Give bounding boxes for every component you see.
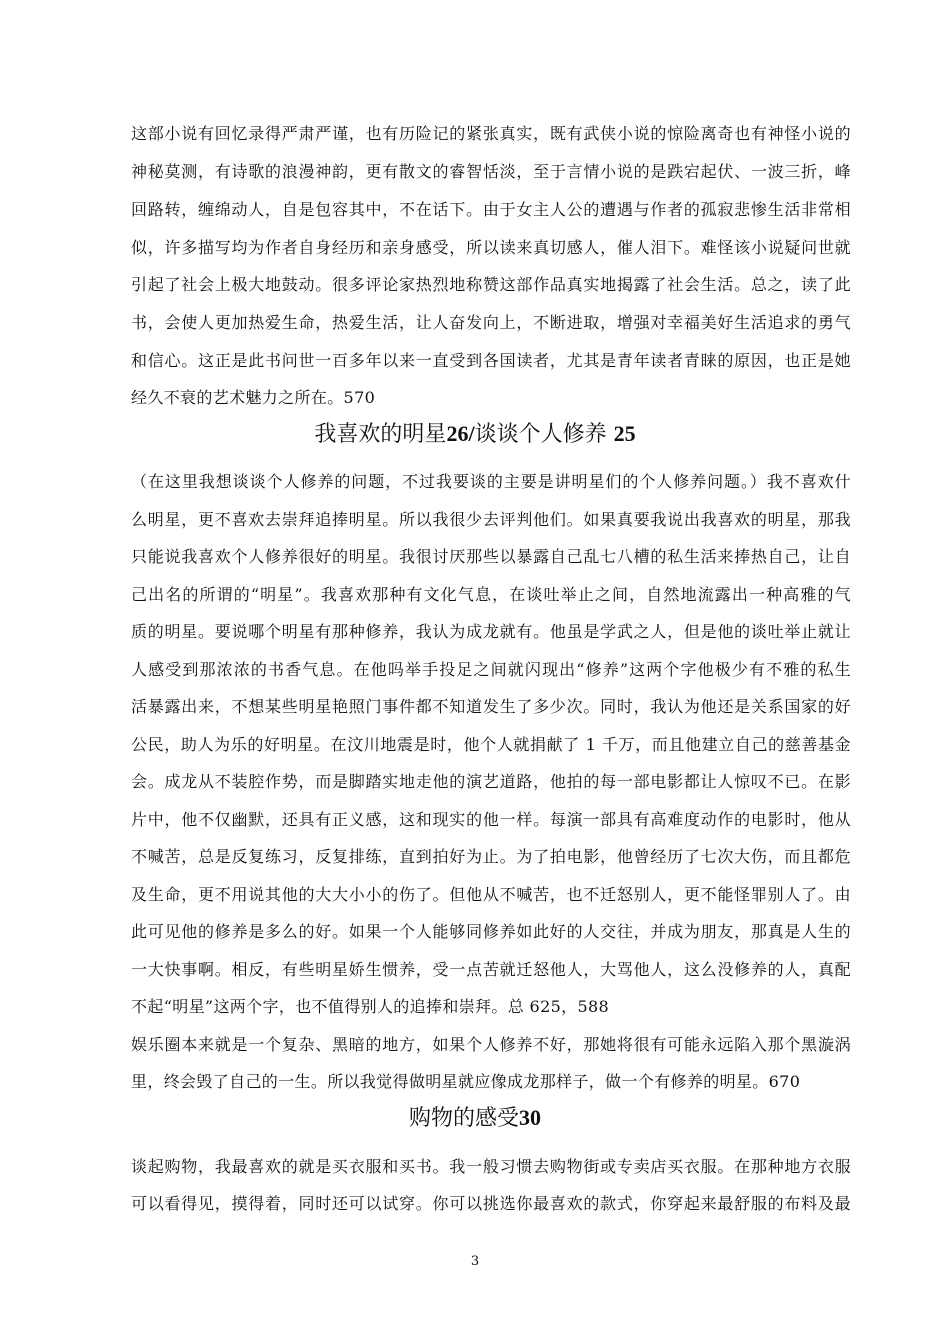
text-line: 谈起购物，我最喜欢的就是买衣服和买书。我一般习惯去购物街或专卖店买衣服。在那种地方衣服 [131,1157,851,1176]
text-line: 似，许多描写均为作者自身经历和亲身感受，所以读来真切感人，催人泪下。难怪该小说疑问世就 [131,238,851,257]
heading-text: 购物的感受 [408,1106,519,1131]
text-line: 里，终会毁了自己的一生。所以我觉得做明星就应像成龙那样子，做一个有修养的明星。670 [131,1072,801,1091]
text-line: （在这里我想谈谈个人修养的问题，不过我要谈的主要是讲明星们的个人修养问题。）我不喜欢什 [131,472,851,491]
text-line: 质的明星。要说哪个明星有那种修养，我认为成龙就有。他虽是学武之人，但是他的谈吐举止就让 [131,622,851,641]
text-line: 及生命，更不用说其他的大大小小的伤了。但他从不喊苦，也不迁怒别人，更不能怪罪别人了。由 [131,885,851,904]
heading-text: 谈谈个人修养 [474,422,607,447]
text-line: 片中，他不仅幽默，还具有正义感，这和现实的他一样。每演一部具有高难度动作的电影时，他从 [131,810,851,829]
section-heading-shopping [0,1104,950,1133]
text-line: 和信心。这正是此书问世一百多年以来一直受到各国读者，尤其是青年读者青睐的原因，也正是她 [131,351,851,370]
text-line: 神秘莫测，有诗歌的浪漫神韵，更有散文的睿智恬淡，至于言情小说的是跌宕起伏、一波三折，峰 [131,162,851,181]
text-line: 不喊苦，总是反复练习，反复排练，直到拍好为止。为了拍电影，他曾经历了七次大伤，而且都危 [131,847,851,866]
text-line: 公民，助人为乐的好明星。在汶川地震是时，他个人就捐献了 1 千万，而且他建立自己的慈善基金 [131,735,851,754]
text-line: 经久不衰的艺术魅力之所在。570 [131,388,376,407]
text-line: 己出名的所谓的“明星”。我喜欢那种有文化气息，在谈吐举止之间，自然地流露出一种高雅的气 [131,585,851,604]
text-line: 活暴露出来，不想某些明星艳照门事件都不知道发生了多少次。同时，我认为他还是关系国家的好 [131,697,851,716]
text-line: 书，会使人更加热爱生命，热爱生活，让人奋发向上，不断进取，增强对幸福美好生活追求的勇气 [131,313,851,332]
text-line: 娱乐圈本来就是一个复杂、黑暗的地方，如果个人修养不好，那她将很有可能永远陷入那个黑漩涡 [131,1035,851,1054]
text-line: 回路转，缠绵动人，自是包容其中，不在话下。由于女主人公的遭遇与作者的孤寂悲惨生活非常相 [131,200,851,219]
text-line: 可以看得见，摸得着，同时还可以试穿。你可以挑选你最喜欢的款式，你穿起来最舒服的布料及最 [131,1194,851,1213]
text-line: 么明星，更不喜欢去崇拜追捧明星。所以我很少去评判他们。如果真要我说出我喜欢的明星，那我 [131,510,851,529]
text-line: 人感受到那浓浓的书香气息。在他吗举手投足之间就闪现出“修养”这两个字他极少有不雅的私生 [131,660,851,679]
page-number: 3 [470,1254,480,1269]
text-line: 不起“明星”这两个字，也不值得别人的追捧和崇拜。总 625，588 [131,997,610,1016]
heading-number: 26/ [446,421,475,446]
heading-number: 30 [519,1105,541,1130]
text-line: 引起了社会上极大地鼓动。很多评论家热烈地称赞这部作品真实地揭露了社会生活。总之，读了此 [131,275,851,294]
text-line: 只能说我喜欢个人修养很好的明星。我很讨厌那些以暴露自己乱七八槽的私生活来捧热自己，让自 [131,547,851,566]
text-line: 此可见他的修养是多么的好。如果一个人能够同修养如此好的人交往，并成为朋友，那真是人生的 [131,922,851,941]
text-line: 一大快事啊。相反，有些明星娇生惯养，受一点苦就迁怒他人，大骂他人，这么没修养的人，真配 [131,960,851,979]
text-line: 这部小说有回忆录得严肃严谨，也有历险记的紧张真实，既有武侠小说的惊险离奇也有神怪小说的 [131,124,851,143]
heading-number: 25 [613,421,636,446]
heading-text: 我喜欢的明星 [314,422,447,447]
section-heading-favorite-star [0,420,950,449]
text-line: 会。成龙从不装腔作势，而是脚踏实地走他的演艺道路，他拍的每一部电影都让人惊叹不已。在影 [131,772,851,791]
